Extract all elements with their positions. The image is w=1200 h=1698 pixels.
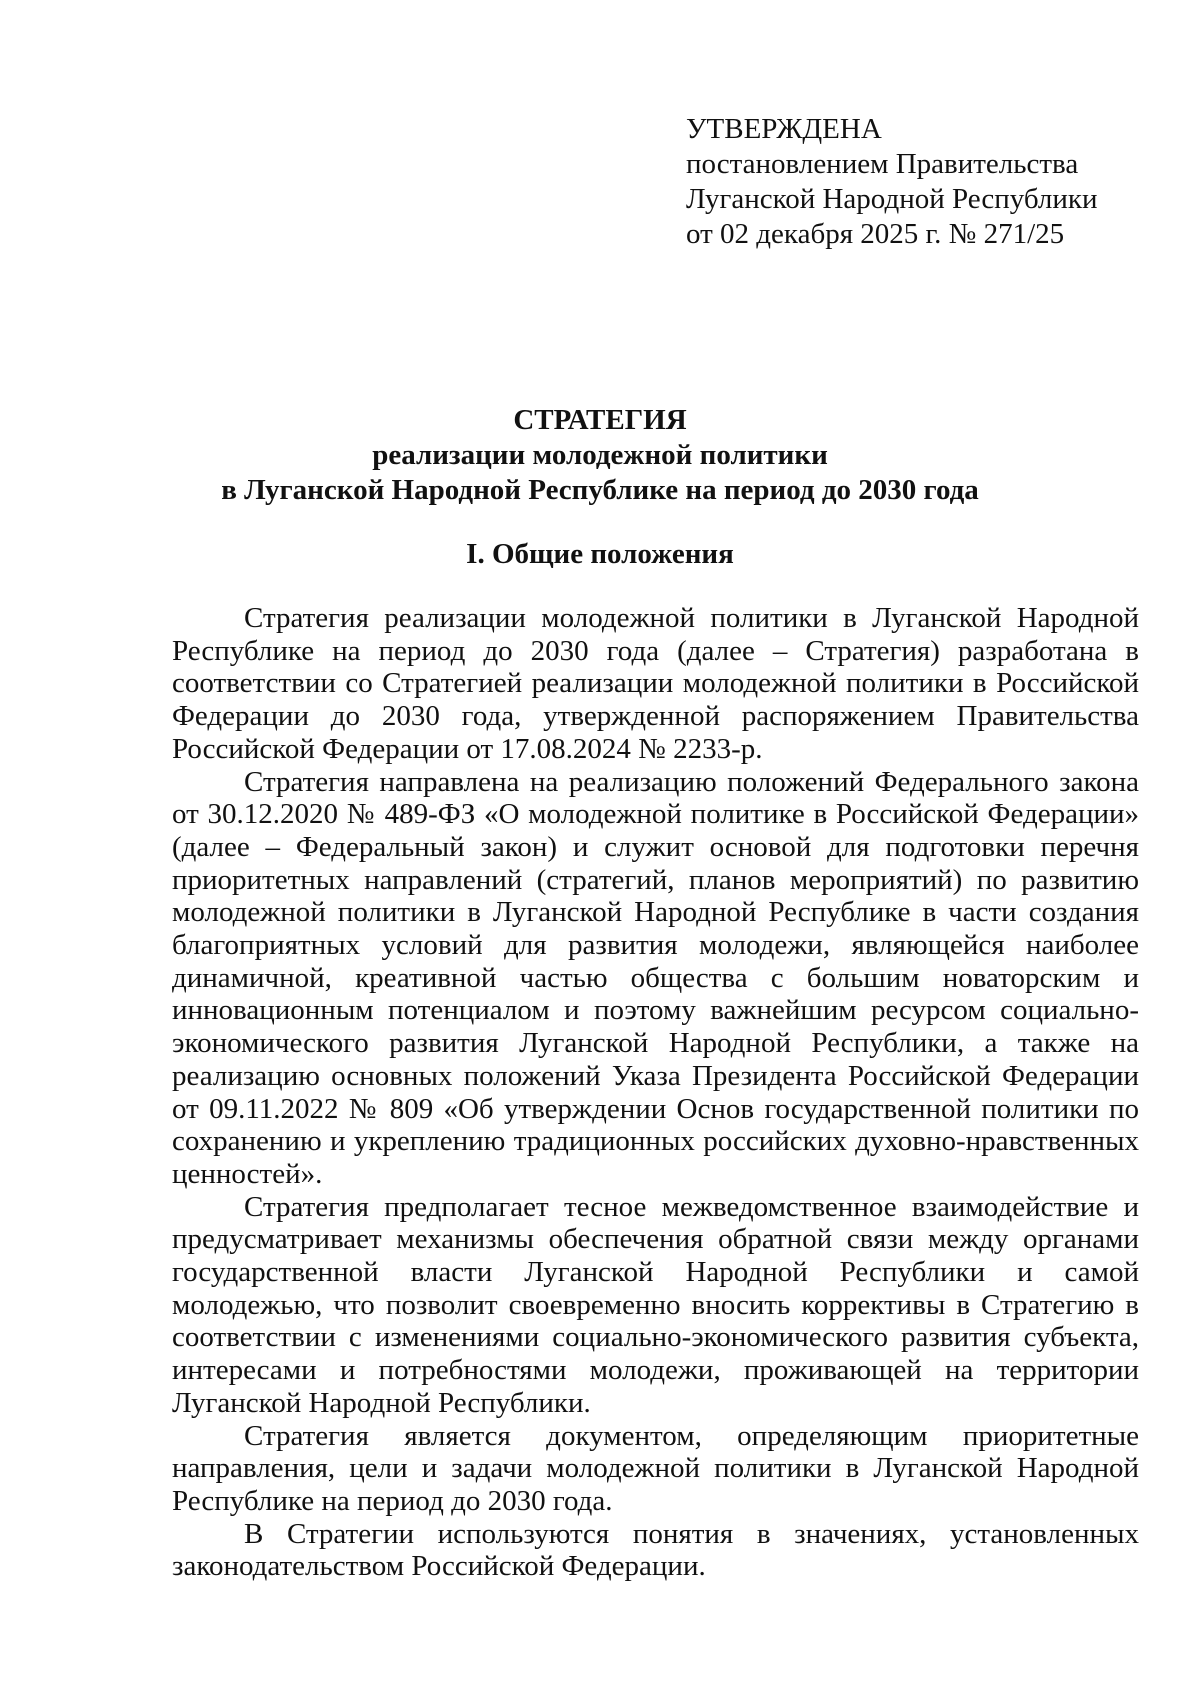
paragraph: В Стратегии используются понятия в значениях, установленных законодательством Российской Федерации.: [172, 1517, 1139, 1583]
title-line-3: в Луганской Народной Республике на период до 2030 года: [221, 474, 979, 506]
approval-status: УТВЕРЖДЕНА: [686, 113, 882, 145]
document-title: [0, 403, 1200, 508]
approval-line-1: постановлением Правительства: [686, 148, 1079, 180]
approval-stamp-block: [686, 112, 1166, 252]
paragraph: Стратегия направлена на реализацию положений Федерального закона от 30.12.2020 № 489-ФЗ «О молодежной политике в Российской Федерации» (далее – Федеральный закон) и служит основой для подготовки перечня приоритетных направлений (стратегий, планов мероприятий) по развитию молодежной политики в Луганской Народной Республике в части создания благоприятных условий для развития молодежи, являющейся наиболее динамичной, креативной частью общества с большим новаторским и инновационным потенциалом и поэтому важнейшим ресурсом социально-экономического развития Луганской Народной Республики, а также на реализацию основных положений Указа Президента Российской Федерации от 09.11.2022 № 809 «Об утверждении Основ государственной политики по сохранению и укреплению традиционных российских духовно-нравственных ценностей».: [172, 765, 1139, 1190]
paragraph: Стратегия является документом, определяющим приоритетные направления, цели и задачи молодежной политики в Луганской Народной Республике на период до 2030 года.: [172, 1419, 1139, 1517]
title-line-1: СТРАТЕГИЯ: [513, 404, 687, 436]
section-heading: I. Общие положения: [466, 538, 734, 570]
title-line-2: реализации молодежной политики: [372, 439, 828, 471]
approval-line-2: Луганской Народной Республики: [686, 183, 1098, 215]
approval-date-number: от 02 декабря 2025 г. № 271/25: [686, 218, 1065, 250]
paragraph: Стратегия предполагает тесное межведомственное взаимодействие и предусматривает механизмы обеспечения обратной связи между органами государственной власти Луганской Народной Республики и самой молодежью, что позволит своевременно вносить коррективы в Стратегию в соответствии с изменениями социально-экономического развития субъекта, интересами и потребностями молодежи, проживающей на территории Луганской Народной Республики.: [172, 1190, 1139, 1419]
document-body: [172, 602, 1139, 1583]
paragraph: Стратегия реализации молодежной политики в Луганской Народной Республике на период до 2030 года (далее – Стратегия) разработана в соответствии со Стратегией реализации молодежной политики в Российской Федерации до 2030 года, утвержденной распоряжением Правительства Российской Федерации от 17.08.2024 № 2233-р.: [172, 602, 1139, 765]
